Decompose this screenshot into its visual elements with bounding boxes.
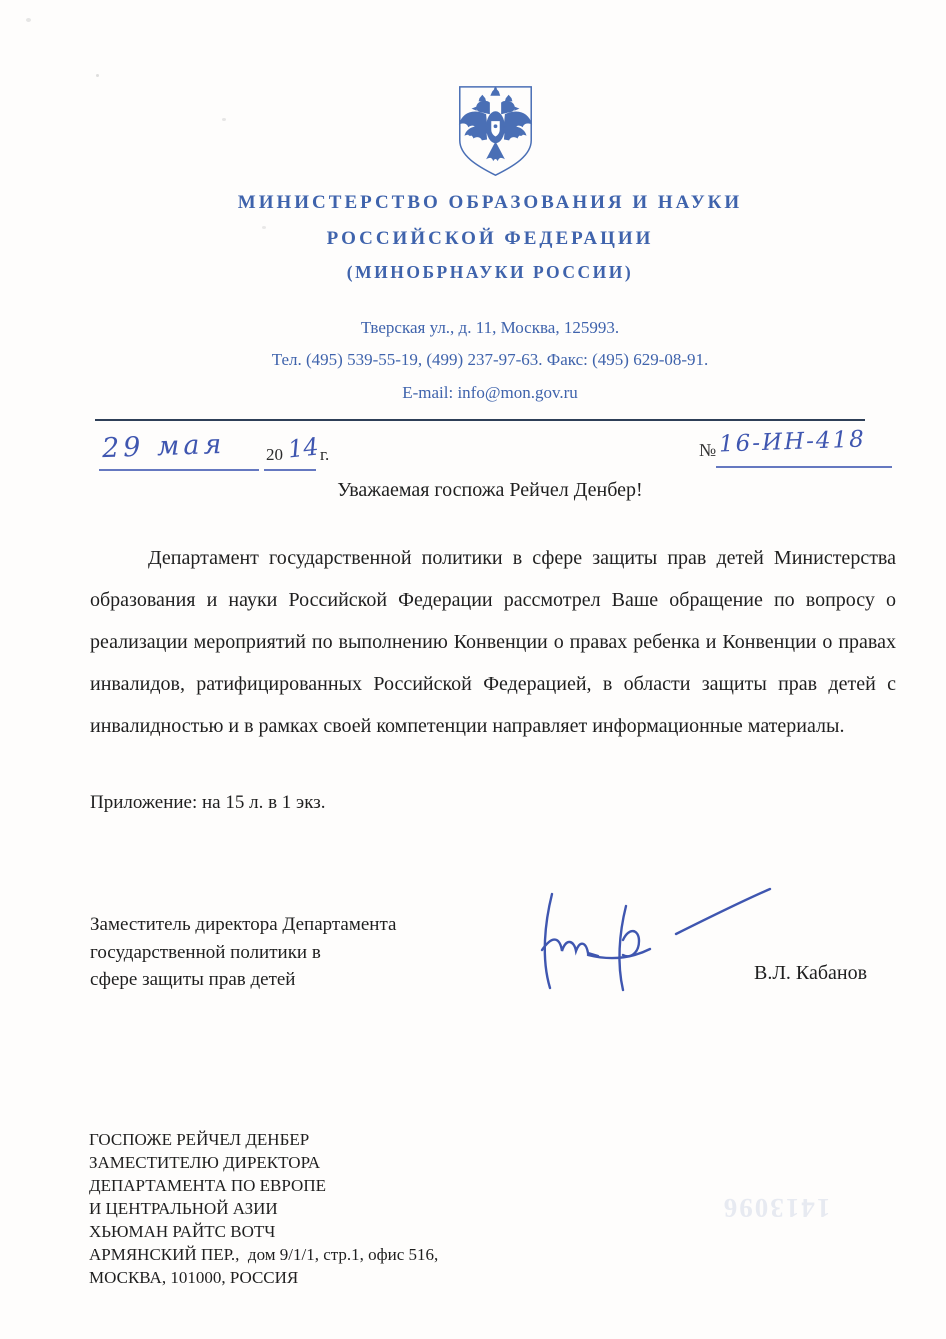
recipient-line: И ЦЕНТРАЛЬНОЙ АЗИИ — [89, 1199, 278, 1218]
postal-address: Тверская ул., д. 11, Москва, 125993. — [360, 318, 620, 337]
header-divider-rule — [95, 419, 865, 421]
signer-title-line3: сфере защиты прав детей — [90, 969, 296, 990]
recipient-line: МОСКВА, 101000, РОССИЯ — [89, 1268, 299, 1287]
handwritten-outgoing-number: 16-ИН-418 — [718, 426, 867, 458]
scan-speck — [262, 226, 266, 229]
handwritten-date-day-month: 29 мая — [101, 428, 226, 465]
russia-coat-of-arms-icon — [447, 84, 544, 178]
number-sign: № — [699, 440, 717, 460]
phone-fax-line: Тел. (495) 539-55-19, (499) 237-97-63. Факс: (495) 629-08-91. — [271, 350, 709, 369]
ministry-name-line1: МИНИСТЕРСТВО ОБРАЗОВАНИЯ И НАУКИ — [237, 192, 743, 213]
signer-title-line1: Заместитель директора Департамента — [90, 914, 397, 935]
scan-speck — [222, 118, 226, 121]
handwritten-date-year: 14 — [286, 432, 320, 464]
signer-name: В.Л. Кабанов — [754, 962, 868, 984]
number-underline — [716, 466, 892, 468]
mirrored-stamp-number: 1413096 — [721, 1193, 831, 1223]
date-year-underline — [264, 469, 316, 471]
scan-speck — [26, 18, 31, 22]
date-underline — [99, 469, 259, 471]
ministry-short-name: (МИНОБРНАУКИ РОССИИ) — [346, 262, 634, 282]
recipient-line: ГОСПОЖЕ РЕЙЧЕЛ ДЕНБЕР — [89, 1130, 310, 1149]
handwritten-signature-icon — [528, 878, 784, 1004]
recipient-line: ХЬЮМАН РАЙТС ВОТЧ — [89, 1222, 276, 1241]
signer-title-block — [90, 911, 510, 994]
recipient-line: АРМЯНСКИЙ ПЕР., дом 9/1/1, стр.1, офис 516, — [89, 1245, 439, 1264]
recipient-line: ЗАМЕСТИТЕЛЮ ДИРЕКТОРА — [89, 1153, 321, 1172]
recipient-line: ДЕПАРТАМЕНТА ПО ЕВРОПЕ — [89, 1176, 326, 1195]
signer-title-line2: государственной политики в — [90, 941, 321, 963]
letter-body-paragraph: Департамент государственной политики в сфере защиты прав детей Министерства образования и науки Российской Федерации рассмотрел Ваше обращение по вопросу о реализации мероприятий по выполнению Конвенции о правах ребенка и Конвенции о правах инвалидов, ратифицированных Российской Федерацией, в области защиты прав детей с инвалидностью и в рамках своей компетенции направляет информационные материалы. — [90, 547, 896, 737]
email-line: E-mail: info@mon.gov.ru — [402, 383, 578, 402]
date-era-suffix: г. — [320, 445, 330, 464]
date-year-printed: 20 — [266, 445, 283, 464]
ministry-name-line2: РОССИЙСКОЙ ФЕДЕРАЦИИ — [326, 228, 654, 249]
recipient-address-block — [89, 1128, 569, 1289]
attachment-note: Приложение: на 15 л. в 1 экз. — [90, 792, 326, 813]
scan-speck — [96, 74, 99, 77]
salutation: Уважаемая госпожа Рейчел Денбер! — [337, 479, 643, 501]
